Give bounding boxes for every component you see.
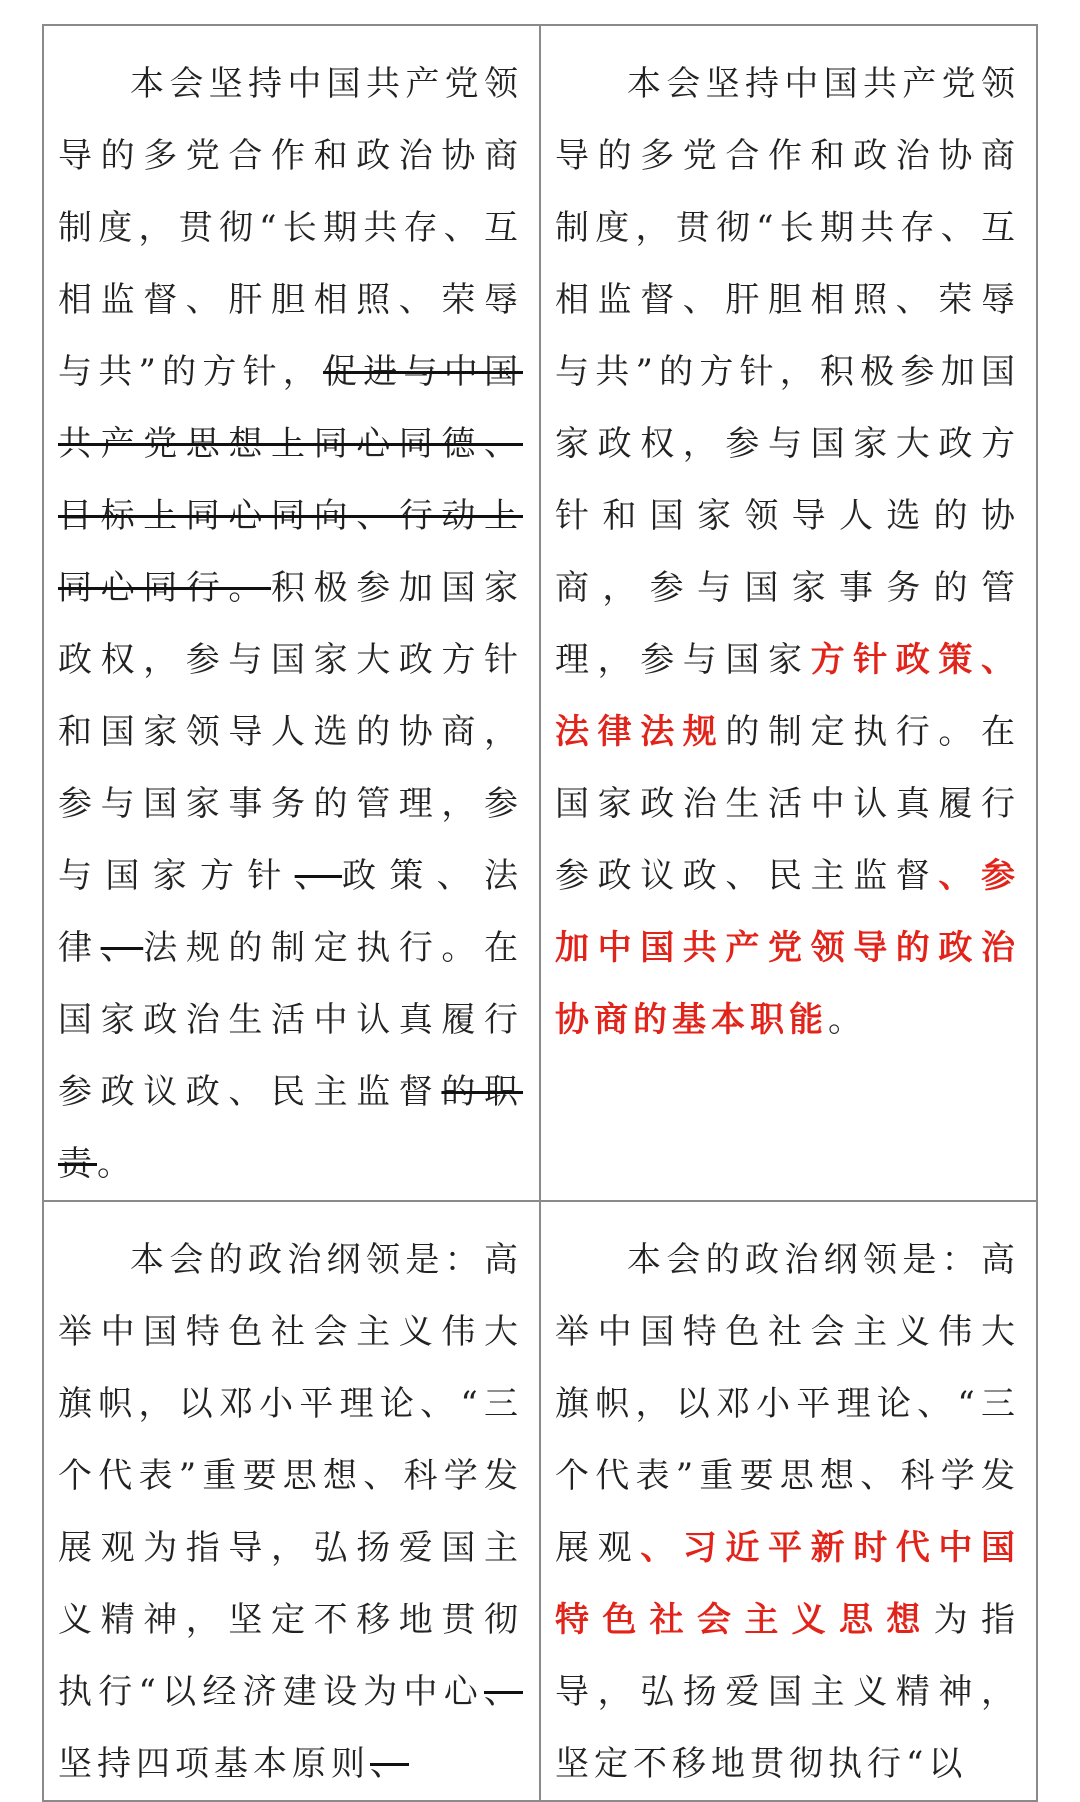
table-row — [43, 1201, 1037, 1801]
text-run: 本会的政治纲领是：高举中国特色社会主义伟大旗帜，以邓小平理论、“三个代表”重要思想、科学发展观 — [555, 1240, 1020, 1568]
deleted-text: 的职责 — [58, 1072, 524, 1184]
revised-text-cell — [540, 25, 1037, 1201]
text-run: 的制定执行。在国家政治生活中认真履行参政议政、民主监督 — [555, 712, 1021, 896]
text-run: 本会的政治纲领是：高举中国特色社会主义伟大旗帜，以邓小平理论、“三个代表”重要思想、科学发展观为指导，弘扬爱国主义精神，坚定不移地贯彻执行“以经济建设为中心 — [58, 1240, 523, 1712]
deleted-text: 、 — [100, 928, 144, 968]
revised-paragraph — [555, 48, 1020, 1056]
deleted-text: 促进与中国共产党思想上同心同德、目标上同心同向、行动上同心同行。 — [58, 352, 523, 608]
revised-text-cell — [540, 1201, 1037, 1801]
deleted-text: 、 — [294, 856, 343, 896]
text-run: 为指导，弘扬爱国主义精神，坚定不移地贯彻执行“以 — [555, 1600, 1021, 1784]
table-row — [43, 25, 1037, 1201]
inserted-text: 、参加中国共产党领导的政治协商的基本职能 — [555, 856, 1021, 1040]
text-run: 。 — [828, 1000, 867, 1040]
comparison-table — [42, 24, 1038, 1802]
original-paragraph — [58, 48, 523, 1200]
text-run: 法规的制定执行。在国家政治生活中认真履行参政议政、民主监督 — [58, 928, 524, 1112]
original-text-cell — [43, 25, 540, 1201]
text-run: 。 — [97, 1144, 136, 1184]
original-paragraph — [58, 1224, 523, 1800]
revised-paragraph — [555, 1224, 1020, 1800]
text-run: 本会坚持中国共产党领导的多党合作和政治协商制度，贯彻“长期共存、互相监督、肝胆相照、荣辱与共”的方针， — [58, 64, 523, 392]
deleted-text: 、 — [370, 1744, 409, 1784]
deleted-text: 、 — [484, 1672, 523, 1712]
text-run: 政策、法律 — [58, 856, 524, 968]
original-text-cell — [43, 1201, 540, 1801]
text-run: 本会坚持中国共产党领导的多党合作和政治协商制度，贯彻“长期共存、互相监督、肝胆相照、荣辱与共”的方针，积极参加国家政权，参与国家大政方针和国家领导人选的协商，参与国家事务的管理，参与国家 — [555, 64, 1020, 680]
inserted-text: 、习近平新时代中国特色社会主义思想 — [555, 1528, 1021, 1640]
text-run: 积极参加国家政权，参与国家大政方针和国家领导人选的协商，参与国家事务的管理，参与国家方针 — [58, 568, 523, 896]
text-run: 坚持四项基本原则 — [58, 1744, 370, 1784]
inserted-text: 方针政策、法律法规 — [555, 640, 1021, 752]
